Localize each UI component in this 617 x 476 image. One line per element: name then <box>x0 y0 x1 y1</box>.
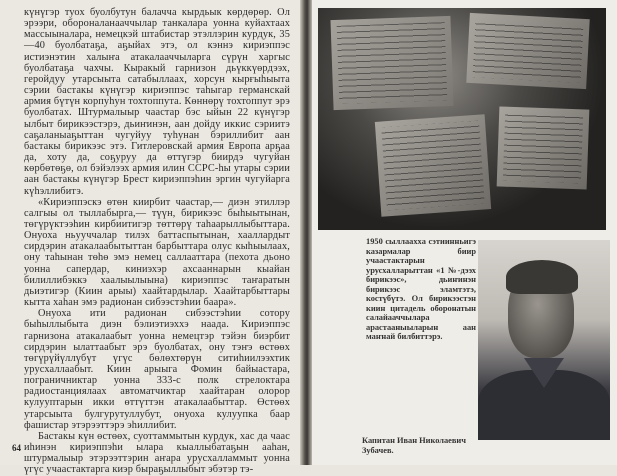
portrait-photo <box>478 240 610 440</box>
photo-caption: 1950 сыллааххa сэтиинньигэ казармалар биир учаастактарын урусхалларыттан «1 №-дээх бирикээс», дьиҥинэн бирикээс эламтэтэ, костүбүтэ. Ол бирикээстэн киин цитадель оборонатын салайааччылара арастааныыларын аан маҥнай билбиттэрэ. <box>366 237 476 341</box>
paragraph: Онуоха ити радионан сибээстэһии сотору быһыллыбыта диэн бэлиэтиэххэ наада. Кириэппэс гарнизона атакалаабыт уонна немецтэр тэйэн биэрбит сирдэрин ылаттаабыт эрэ буолбатах, ону тэҥэ өстөөх төгүрүйүллүбүт үгүс бөлөхтөрүн ситиһиилээхтик урусхаллаабыт. Киин арыыга Фомин байыастара, пограничниктар уонна 333-с полк стрелоктара радиостанциялаах автоматчиктар хаайтаран олорор кулууптарын икки өттүттэн атакалаабыттар. Өстөөх утарсыыта булгурутуллубут, онуоха кулуупка баар фашистар этэрээттэрэ эһиллибит. <box>24 308 290 431</box>
portrait-caption: Капитан Иван Николаевич Зубачев. <box>362 436 466 455</box>
body-text <box>24 7 290 476</box>
paragraph: күнүгэр туох буолбутун балачча кырдьык көрдөрөр. Ол эрээри, обороналанааччылар танкалара уонна куйахтаах массыыналара, немецкэй штабистар этэллэрин курдук, 35—40 буолбатаҕа, аҕыйах этэ, ол кэннэ кириэппэс истиэнэтин халыҥа атакалааччыларга сүрүн харгыс буолбатаҕа чахчы. Кыракый гарнизон дьүккүөрдээх, геройдуу утарсыыта сатабыллаах, хорсун кырғыһыыта сэрии бастакы күнүгэр кириэппэс таһыгар германскай армия бүтүн корпуһун тохтоппута. Көннөрү тохтоппут эрэ буолбатах. Штурмалыыр чаастар бэс ыйын 22 күнүгэр ылбыт бирикээстэрэ, дьиҥинэн, аан дойду иккис сэриитэ саҕаланыаҕыттан чугуйуу туһунан бэриллибит аан бастакы бирикээс этэ. Гитлеровскай армия Европа арҕаа да, хоту да, соҕуруу да өттүгэр биирдэ чугуйан көрбөтөҕө, ол бэйэлээх армия илин ССРС-һы утары сэрии аан бастакы күнүгэр Брест кириэппэһин эргин чугуйарга күһэллибитэ. <box>24 7 290 197</box>
page-number: 64 <box>12 443 21 453</box>
document-fragment <box>497 106 590 189</box>
paragraph: «Кириэппэскэ өтөн киирбит чаастар,— диэн этиллэр салгыы ол тыллабырга,— түүн, бирикээс быһыытынан, төгүрүктээһин кирбиитигэр төттөрү таһаарыллыбыттара. Онуоха ньууччалар тилэх баттаспытынан, хааллардыт сирдэрин атакалаабытыттан барбыттара олус кыһыылаах, ону таһынан төһө эмэ немец саллааттара (пехота дьоно уонна сапердар, киниэхэр ахсааннарын кыайан билиллибэккэ хаалыылыына) кириэппэс таҥаратын дьиэтигэр (Киин арыы) хаайтардылар. Хаайтарбыттары кытта хаһан эмэ радионан сибээстэһии баара». <box>24 196 290 309</box>
document-fragment <box>375 114 491 216</box>
document-fragment <box>330 16 453 110</box>
document-fragment <box>466 13 589 89</box>
paragraph: Бастакы күн өстөөх, суоттаммытын курдук, хас да чаас иһинэн кириэппэһи ылара кыаллыбатаҕын ааһан, штурмалыыр этэрээттэрин аҥара урусхалламмыт уонна үгүс учаастактарга киэр быраҕыллыбыт эбэтэр тэ- <box>24 430 290 476</box>
left-page <box>0 0 302 476</box>
hair <box>506 260 578 294</box>
document-photo <box>318 8 606 230</box>
book-gutter <box>300 0 312 465</box>
